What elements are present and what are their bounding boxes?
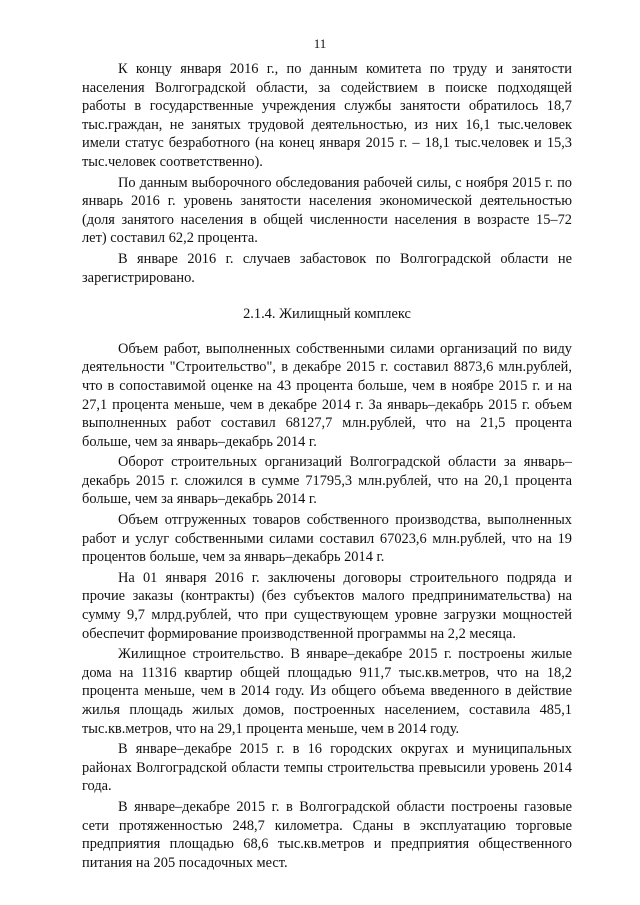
paragraph-gas-networks: В январе–декабре 2015 г. в Волгоградской области построены газовые сети протяженностью 248,7 километра. Сданы в эксплуатацию торговые предприятия площадью 68,6 тыс.кв.метров и предприятия общественного питания на 205 посадочных мест. [82, 798, 572, 871]
paragraph-contracts: На 01 января 2016 г. заключены договоры строительного подряда и прочие заказы (контракты) (без субъектов малого предпринимательства) на сумму 9,7 млрд.рублей, что при существующем уровне загрузки мощностей обеспечит формирование производственной программы на 2,2 месяца. [82, 569, 572, 642]
document-body [82, 60, 572, 874]
paragraph-housing: Жилищное строительство. В январе–декабре 2015 г. построены жилые дома на 11316 квартир общей площадью 911,7 тыс.кв.метров, что на 18,2 процента меньше, чем в 2014 году. Из общего объема введенного в действие жилья площадь жилых домов, построенных населением, составила 485,1 тыс.кв.метров, что на 29,1 процента меньше, чем в 2014 году. [82, 646, 572, 737]
paragraph-shipped-goods: Объем отгруженных товаров собственного производства, выполненных работ и услуг собственными силами составил 67023,6 млн.рублей, что на 19 процентов больше, чем за январь–декабрь 2014 г. [82, 512, 572, 566]
paragraph-employment-seekers: К концу января 2016 г., по данным комитета по труду и занятости населения Волгоградской области, за содействием в поиске подходящей работы в государственные учреждения службы занятости обратилось 18,7 тыс.граждан, не занятых трудовой деятельностью, из них 16,1 тыс.человек имели статус безработного (на конец января 2015 г. – 18,1 тыс.человек и 15,3 тыс.человек соответственно). [82, 61, 572, 170]
paragraph-construction-volume: Объем работ, выполненных собственными силами организаций по виду деятельности "Строительство", в декабре 2015 г. составил 8873,6 млн.рублей, что в сопоставимой оценке на 43 процента больше, чем в ноябре 2015 г. и на 27,1 процента меньше, чем в декабре 2014 г. За январь–декабрь 2015 г. объем выполненных работ составил 68127,7 млн.рублей, что на 21,5 процента больше, чем за январь–декабрь 2014 г. [82, 340, 572, 450]
paragraph-municipal-rates: В январе–декабре 2015 г. в 16 городских округах и муниципальных районах Волгоградской области темпы строительства превысили уровень 2014 года. [82, 741, 572, 795]
paragraph-construction-turnover: Оборот строительных организаций Волгоградской области за январь–декабрь 2015 г. сложился в сумме 71795,3 млн.рублей, что на 20,1 процента больше, чем за январь–декабрь 2014 г. [82, 454, 572, 508]
page-number: 11 [313, 36, 327, 51]
paragraph-strikes: В январе 2016 г. случаев забастовок по Волгоградской области не зарегистрировано. [82, 250, 572, 286]
paragraph-employment-survey: По данным выборочного обследования рабочей силы, с ноября 2015 г. по январь 2016 г. уровень занятости населения экономической деятельностью (доля занятого населения в общей численности населения в возрасте 15–72 лет) составил 62,2 процента. [82, 174, 572, 247]
section-title: 2.1.4. Жилищный комплекс [243, 306, 411, 323]
